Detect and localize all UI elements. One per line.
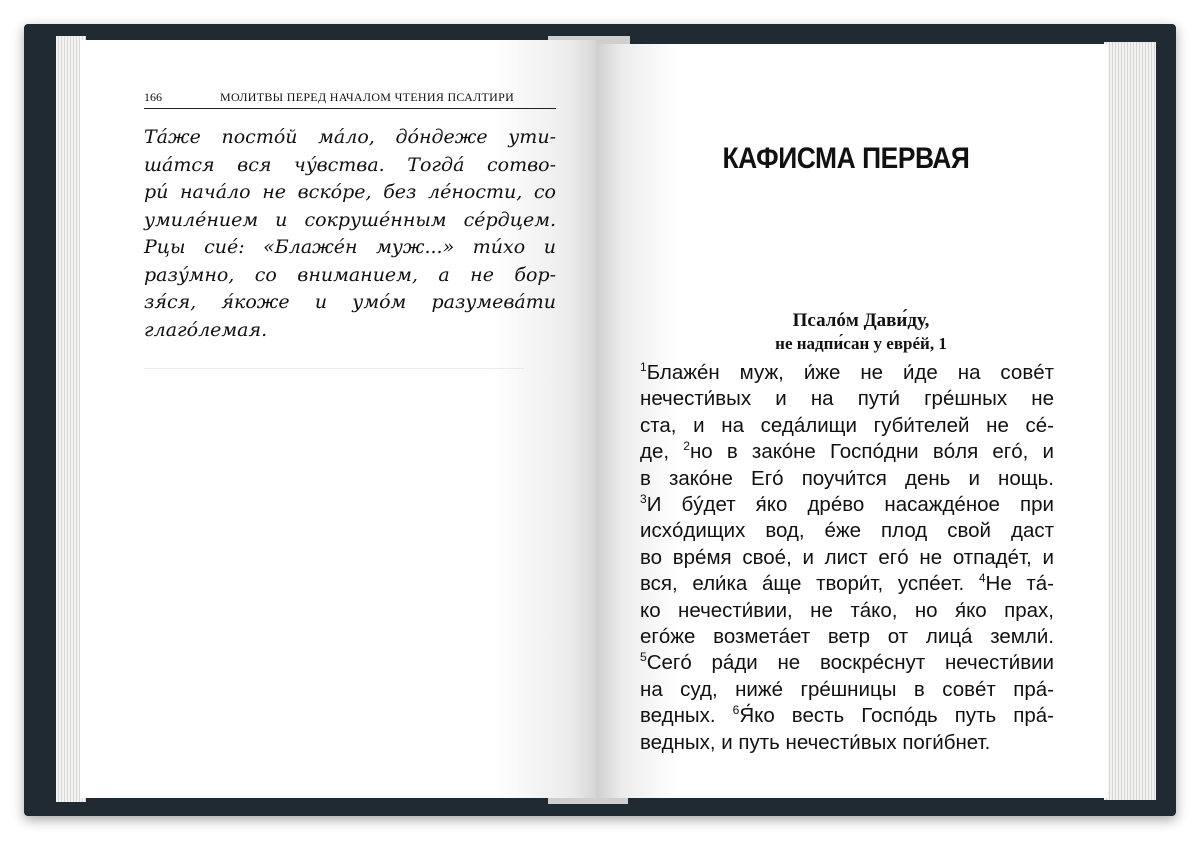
kathisma-title: КАФИСМА ПЕРВАЯ [722,142,970,175]
verse-number: 1 [640,360,647,374]
rubric-line: шáтся вся чýвства. Тогдá сотво- [144,153,556,176]
psalm-line: $^5$Сегó рáди не воскрéснут нечести́вии [640,650,1054,675]
psalm-line: де, $^2$но в закóне Госпóдни вóля егó, и [640,439,1054,464]
page-number: 166 [144,90,162,104]
psalm-line: в закóне Егó поучи́тся день и нощь. [640,466,1054,490]
psalm-line: на суд, ниже́ грéшницы в совéт прá- [640,677,1054,701]
rubric-line: зя́ся, я́коже и умóм разумевáти [144,291,556,313]
running-title: МОЛИТВЫ ПЕРЕД НАЧАЛОМ ЧТЕНИЯ ПСАЛТИРИ [220,90,515,104]
verse-number: 2 [683,439,690,454]
rubric-line: глагóлемая. [144,318,268,341]
psalm-line: $^1$Блажéн муж, и́же не и́де на совéт [640,360,1054,384]
rubric-line: Та́же постóй мáло, дóндеже ути- [144,126,556,148]
rubric-line: разýмно, со вниманием, а не бор- [144,263,556,286]
psalm-heading: Псалóм Дави́ду, [792,310,930,331]
psalm-line: исхóдищих вод, éже плод свой даст [640,519,1054,543]
rubric-text [144,124,556,344]
psalm-line: во врéмя своé, и лист егó не отпадéт, и [640,545,1054,569]
running-head [144,90,556,109]
psalm-text [640,360,1054,756]
psalm-line: ведных. $^6$Я́ко весть Госпóдь путь прá- [640,703,1054,728]
psalm-line: вся, ели́ка áще твори́т, успéет. $^4$Не тá- [640,571,1054,596]
psalm-line: егóже возметáет ветр от лицá земли́. [640,625,1054,649]
rubric-line: Рцы сиé: «Блажéн муж...» тúхо и [144,236,556,258]
verse-number: 5 [640,650,647,665]
psalm-subheading: не надпи́сан у еврéй, 1 [775,334,947,353]
left-page [80,40,596,798]
page-edges-right [1104,42,1156,800]
verse-number: 4 [978,571,986,586]
psalm-line: нечести́вых и на пути́ грéшных не [640,387,1054,411]
psalm-line: ко нечести́вии, не тáко, но я́ко прах, [640,598,1054,622]
right-page [596,44,1108,798]
show-through-text [144,338,556,758]
psalm-line: ведных, и путь нечести́вых поги́бнет. [640,730,991,754]
rubric-line: умилéнием и сокрушéнным сéрдцем. [144,208,556,231]
verse-number: 6 [732,703,740,718]
psalm-line: ста, и на седáлищи губи́телей не сé- [640,413,1054,437]
verse-number: 3 [640,492,647,507]
psalm-line: $^3$И бýдет я́ко дрéво насаждéное при [640,492,1054,517]
rubric-line: рú начáло не вскóре, без лéности, со [144,181,556,203]
